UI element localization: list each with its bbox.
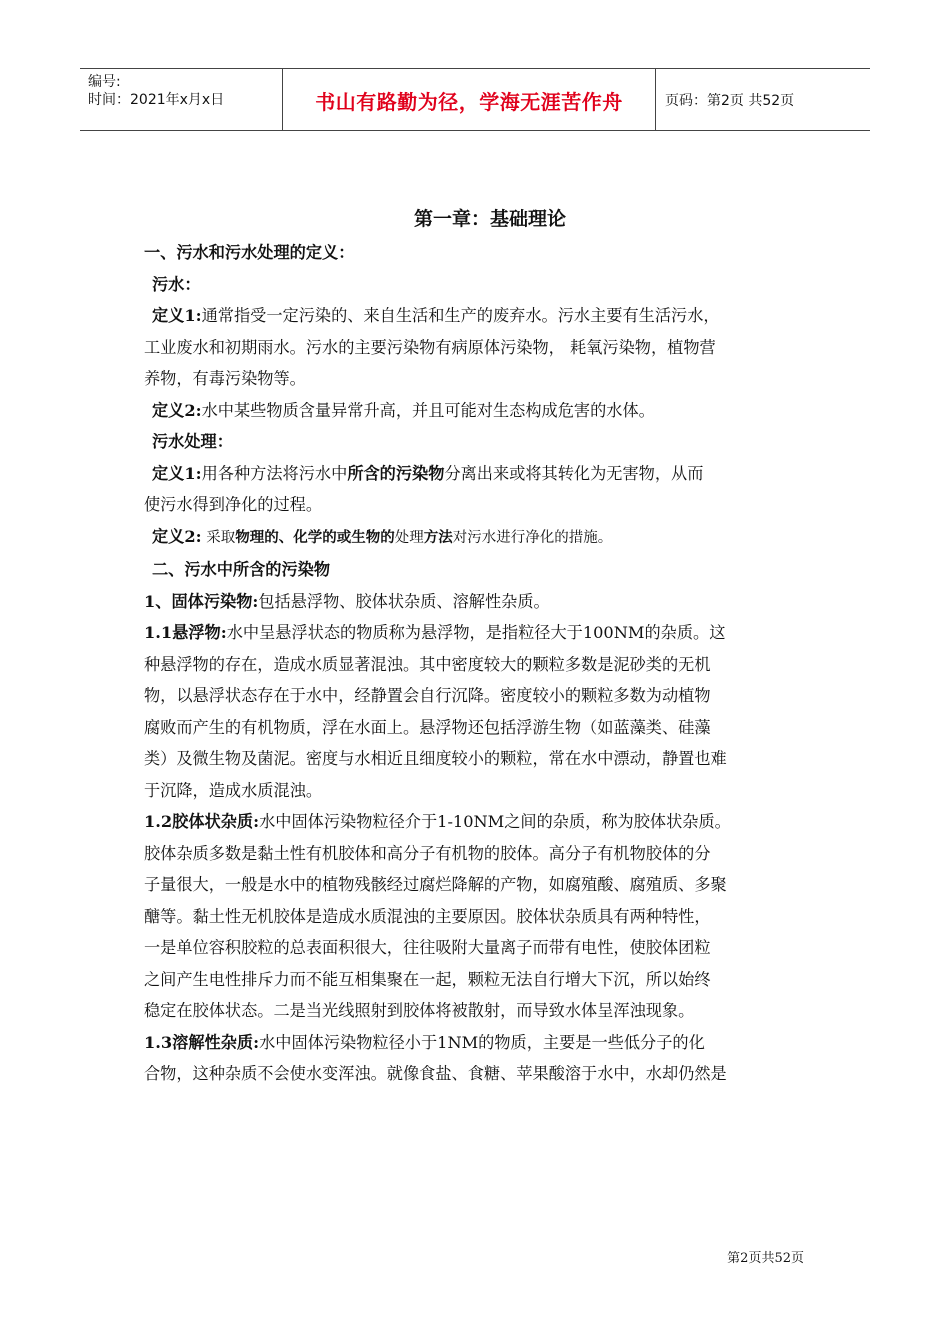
suspended-line3: 物，以悬浮状态存在于水中，经静置会自行沉降。密度较小的颗粒多数为动植物 [144,686,711,705]
header-motto-cell [282,69,656,130]
colloid-line4: 醣等。黏土性无机胶体是造成水质混浊的主要原因。胶体状杂质具有两种特性， [144,906,711,926]
treatment-def1-text-a: 用各种方法将污水中 [201,463,348,483]
suspended-line1 [144,617,814,649]
solid-pollutants [144,586,814,618]
treatment-def2-text-a: 采取 [206,529,236,546]
colloid-line1 [144,806,814,838]
sewage-def1-line3: 养物，有毒污染物等。 [144,369,306,388]
section-heading-1: 一、污水和污水处理的定义： [144,243,355,262]
sewage-def1-line2: 工业废水和初期雨水。污水的主要污染物有病原体污染物， 耗氧污染物，植物营 [144,337,716,357]
suspended-line4: 腐败而产生的有机物质，浮在水面上。悬浮物还包括浮游生物（如蓝藻类、硅藻 [144,717,711,737]
document-body [144,204,814,1090]
treatment-def1-text-bold: 所含的污染物 [347,463,445,483]
dissolved-text: 水中固体污染物粒径小于1NM的物质，主要是一些低分子的化 [259,1032,705,1052]
sewage-def1-text: 通常指受一定污染的、来自生活和生产的废弃水。污水主要有生活污水， [201,306,720,325]
suspended-label: 1.1悬浮物: [144,623,227,642]
sewage-def2-label: 定义2: [152,400,202,420]
treatment-def1-text-c: 分离出来或将其转化为无害物，从而 [444,463,704,483]
colloid-label: 1.2胶体状杂质: [144,812,260,831]
suspended-text: 水中呈悬浮状态的物质称为悬浮物，是指粒径大于100NM的杂质。这 [226,623,726,642]
treatment-def1-line2: 使污水得到净化的过程。 [144,495,323,514]
suspended-line5: 类）及微生物及菌泥。密度与水相近且细度较小的颗粒，常在水中漂动，静置也难 [144,749,727,768]
treatment-def2-text-bold: 物理的、化学的或生物的 [235,528,395,546]
dissolved-label: 1.3溶解性杂质: [144,1032,260,1052]
treatment-def1-line1 [144,458,814,490]
sewage-def1-label: 定义1: [152,306,202,325]
colloid-line6: 之间产生电性排斥力而不能互相集聚在一起，颗粒无法自行增大下沉，所以始终 [144,969,711,989]
section-heading-2: 二、污水中所含的污染物 [152,560,331,579]
chapter-title: 第一章：基础理论 [413,208,566,230]
header-meta-cell [80,69,282,130]
suspended-line6: 于沉降，造成水质混浊。 [144,780,323,800]
treatment-def2-label: 定义2: [152,526,202,546]
header-page-cell [655,69,870,130]
treatment-label: 污水处理： [152,432,233,451]
sewage-def1-line1 [144,300,814,332]
header-motto: 书山有路勤为径，学海无涯苦作舟 [315,90,623,114]
solid-pollutants-label: 1、固体污染物: [144,591,259,611]
dissolved-line1 [144,1027,814,1059]
solid-pollutants-text: 包括悬浮物、胶体状杂质、溶解性杂质。 [258,591,550,611]
colloid-line7: 稳定在胶体状态。二是当光线照射到胶体将被散射，而导致水体呈浑浊现象。 [144,1001,695,1020]
treatment-def2-text-e: 对污水进行净化的措施。 [452,529,613,546]
colloid-line5: 一是单位容积胶粒的总表面积很大，往往吸附大量离子而带有电性，使胶体团粒 [144,938,711,957]
doc-time-label: 时间：2021年x月x日 [88,92,225,108]
dissolved-line2: 合物，这种杂质不会使水变浑浊。就像食盐、食糖、苹果酸溶于水中，水却仍然是 [144,1064,727,1083]
sewage-def2 [144,395,814,427]
suspended-line2: 种悬浮物的存在，造成水质显著混浊。其中密度较大的颗粒多数是泥砂类的无机 [144,654,711,674]
colloid-line2: 胶体杂质多数是黏土性有机胶体和高分子有机物的胶体。高分子有机物胶体的分 [144,843,711,863]
sewage-label: 污水： [152,274,201,294]
treatment-def2-text-c: 处理 [394,529,424,546]
header-page-info: 页码：第2页 共52页 [665,93,795,109]
colloid-line3: 子量很大，一般是水中的植物残骸经过腐烂降解的产物，如腐殖酸、腐殖质、多聚 [144,875,727,894]
colloid-text: 水中固体污染物粒径介于1-10NM之间的杂质，称为胶体状杂质。 [259,812,731,831]
header-table [80,68,870,131]
treatment-def2 [144,521,814,555]
doc-number-label: 编号: [88,74,121,90]
treatment-def1-label: 定义1: [152,463,202,483]
sewage-def2-text: 水中某些物质含量异常升高，并且可能对生态构成危害的水体。 [201,400,655,420]
treatment-def2-text-method: 方法 [423,528,453,546]
page-footer: 第2页共52页 [727,1251,804,1266]
